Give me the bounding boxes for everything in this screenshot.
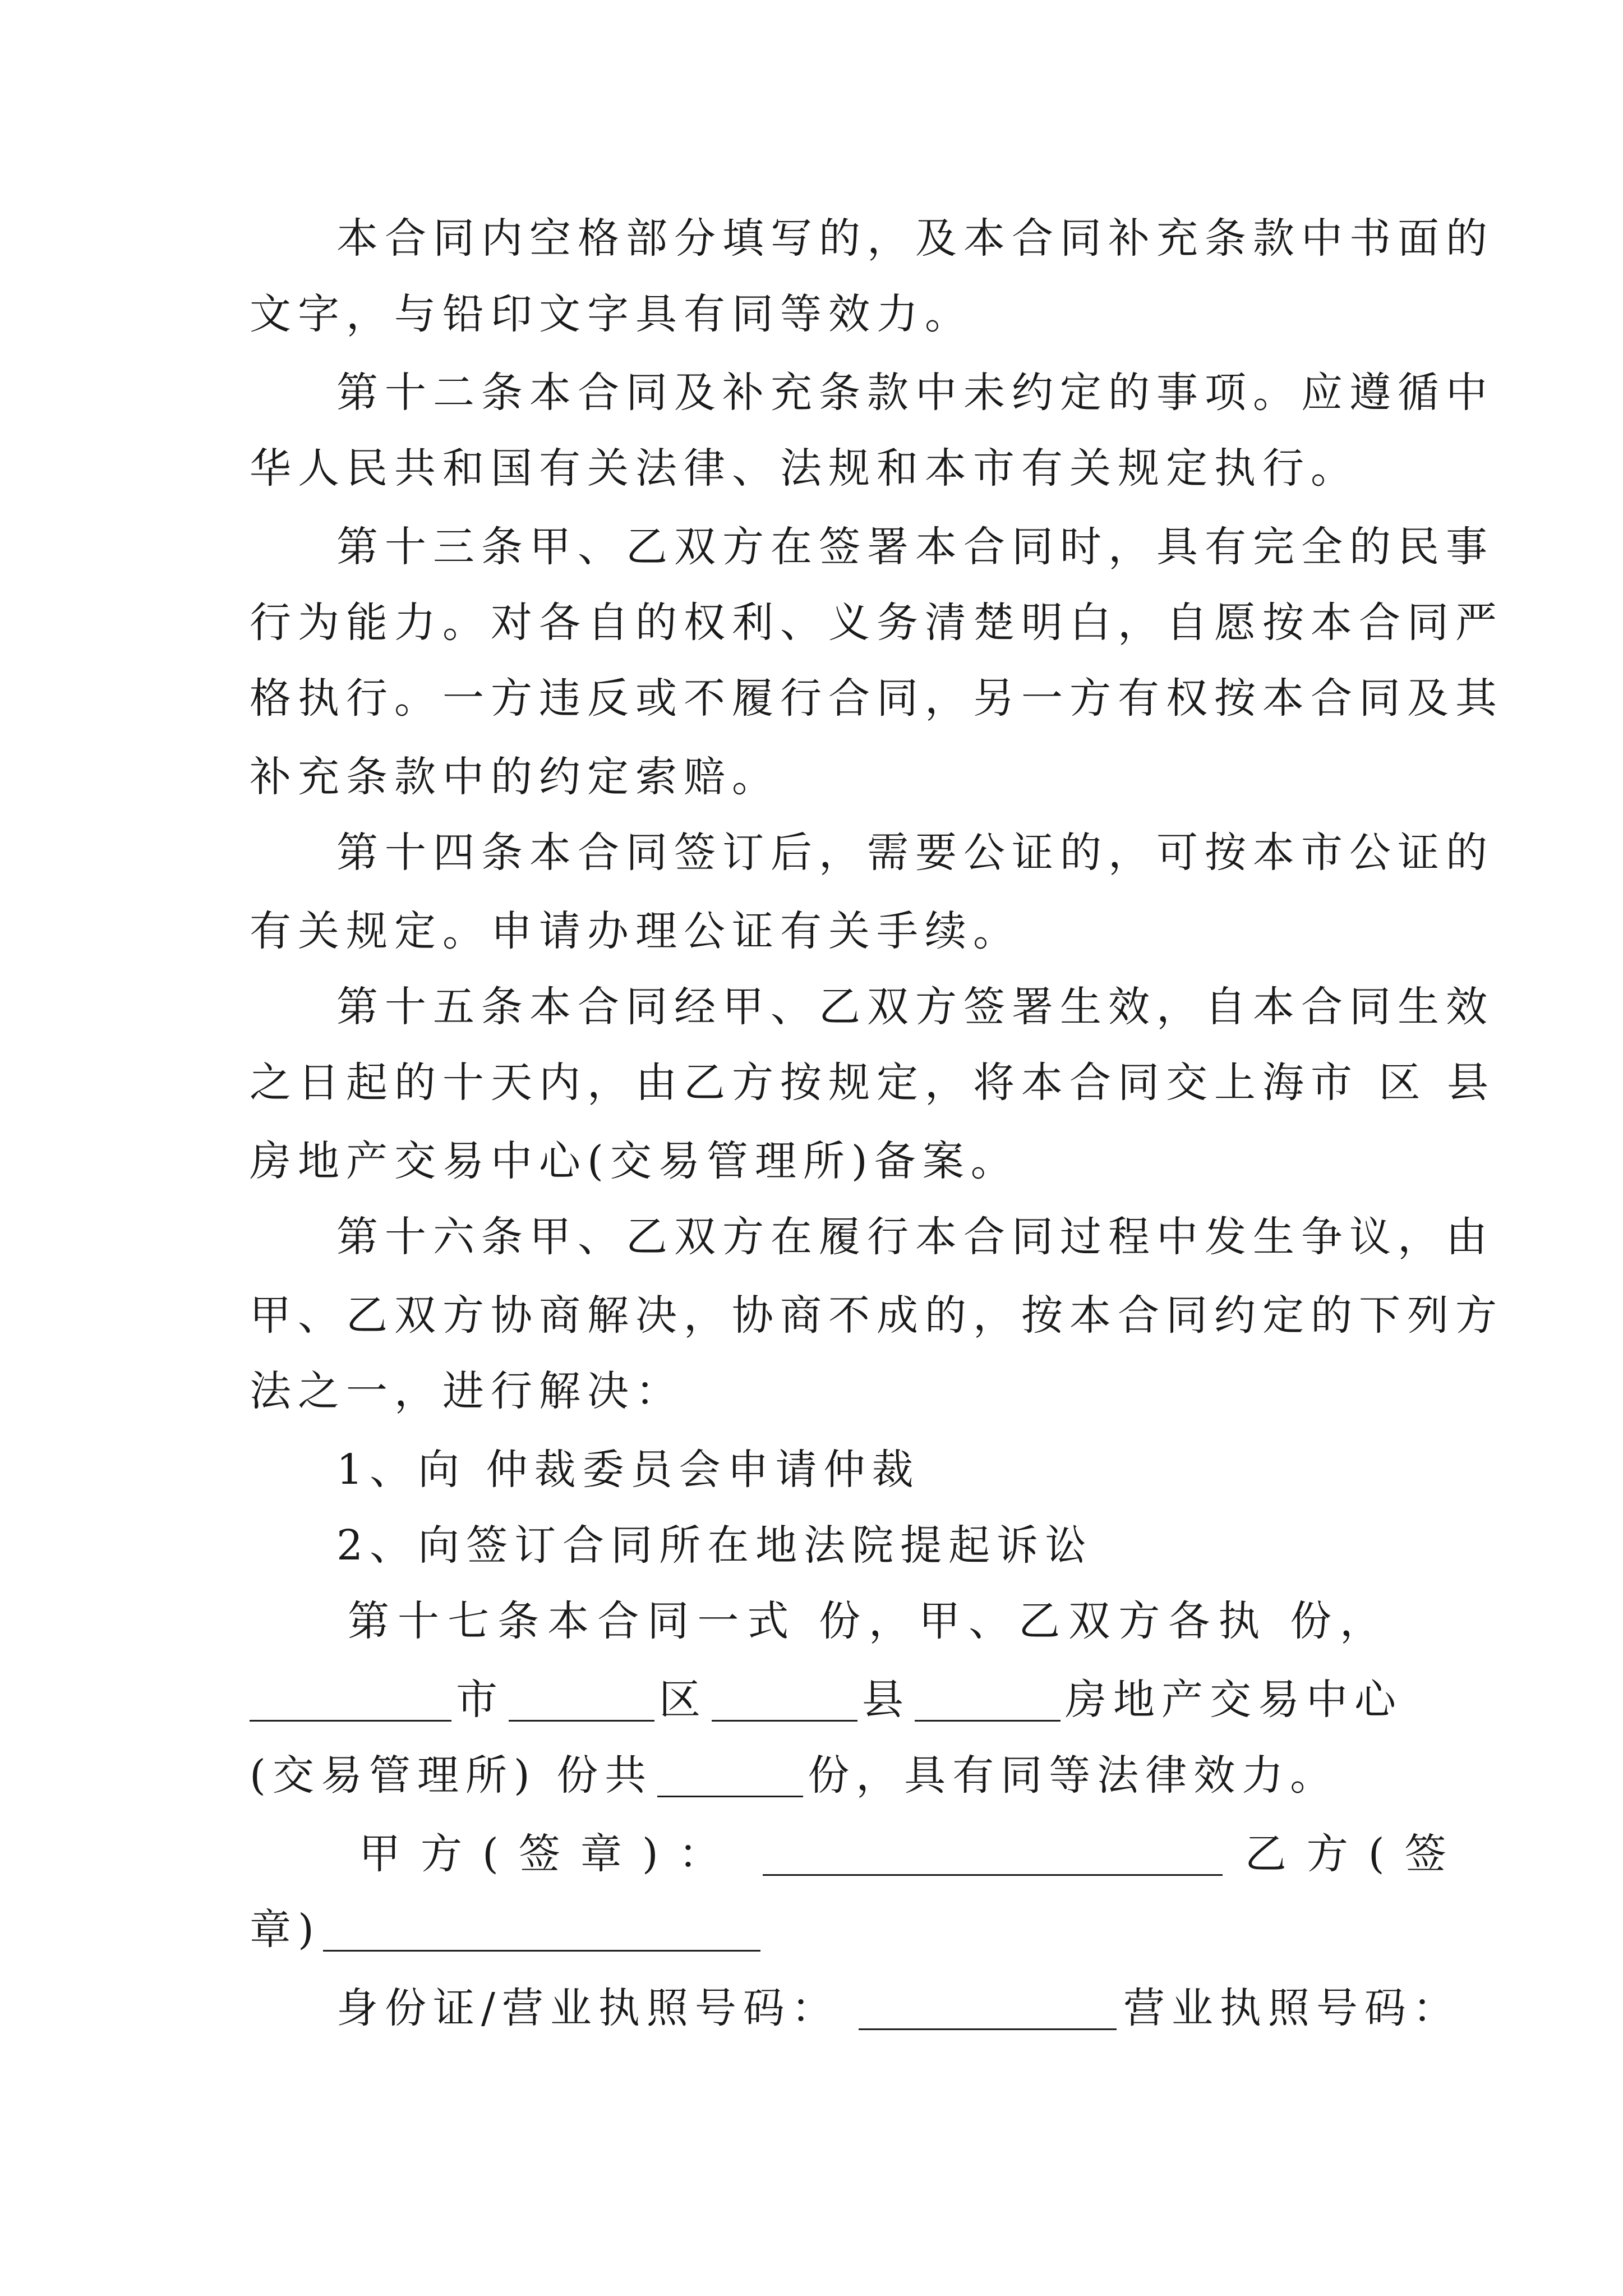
paragraph-line: 第十三条甲、乙双方在签署本合同时，具有完全的民事 [336,523,1494,571]
fill-in-line: 市 区 县 房地产交易中心 [250,1666,1388,1733]
paragraph-line: 文字，与铅印文字具有同等效力。 [250,290,973,338]
list-item: 1、向 仲裁委员会申请仲裁 [336,1446,920,1494]
id-number-field[interactable] [859,1975,1117,2030]
blank-field[interactable] [712,1666,857,1722]
blank-field[interactable] [509,1666,654,1722]
paragraph-line: 房地产交易中心(交易管理所)备案。 [250,1137,1019,1185]
paragraph-line: 华人民共和国有关法律、法规和本市有关规定执行。 [250,444,1359,493]
paragraph-line: 甲、乙双方协商解决，协商不成的，按本合同约定的下列方 [250,1291,1504,1340]
paragraph-line: 第十七条本合同一式 份，甲、乙双方各执 份， [348,1597,1388,1645]
signature-line: 章) [250,1896,1388,1963]
paragraph-line: 第十二条本合同及补充条款中未约定的事项。应遵循中 [336,369,1494,417]
paragraph-line: 补充条款中的约定索赔。 [250,753,780,801]
paragraph-line: 有关规定。申请办理公证有关手续。 [250,907,1021,955]
party-a-signature-field[interactable] [763,1820,1223,1876]
signature-line: 甲方(签章)： 乙方(签 [359,1820,1388,1888]
blank-field[interactable] [657,1742,803,1797]
blank-field[interactable] [250,1666,451,1722]
paragraph-line: 之日起的十天内，由乙方按规定，将本合同交上海市 区 县 [250,1059,1496,1107]
paragraph-line: 第十六条甲、乙双方在履行本合同过程中发生争议，由 [336,1213,1494,1261]
paragraph-line: 格执行。一方违反或不履行合同，另一方有权按本合同及其 [250,674,1504,723]
fill-in-line: (交易管理所) 份共 份，具有同等法律效力。 [250,1742,1388,1809]
paragraph-line: 第十四条本合同签订后，需要公证的，可按本市公证的 [336,829,1494,877]
paragraph-line: 本合同内空格部分填写的，及本合同补充条款中书面的 [336,214,1494,263]
paragraph-line: 法之一，进行解决： [250,1367,684,1415]
paragraph-line: 第十五条本合同经甲、乙双方签署生效，自本合同生效 [336,983,1494,1031]
paragraph-line: 行为能力。对各自的权利、义务清楚明白，自愿按本合同严 [250,599,1504,647]
list-item: 2、向签订合同所在地法院提起诉讼 [336,1521,1094,1570]
blank-field[interactable] [915,1666,1061,1722]
id-number-line: 身份证/营业执照号码： 营业执照号码： [336,1975,1388,2042]
party-b-signature-field[interactable] [323,1896,760,1952]
